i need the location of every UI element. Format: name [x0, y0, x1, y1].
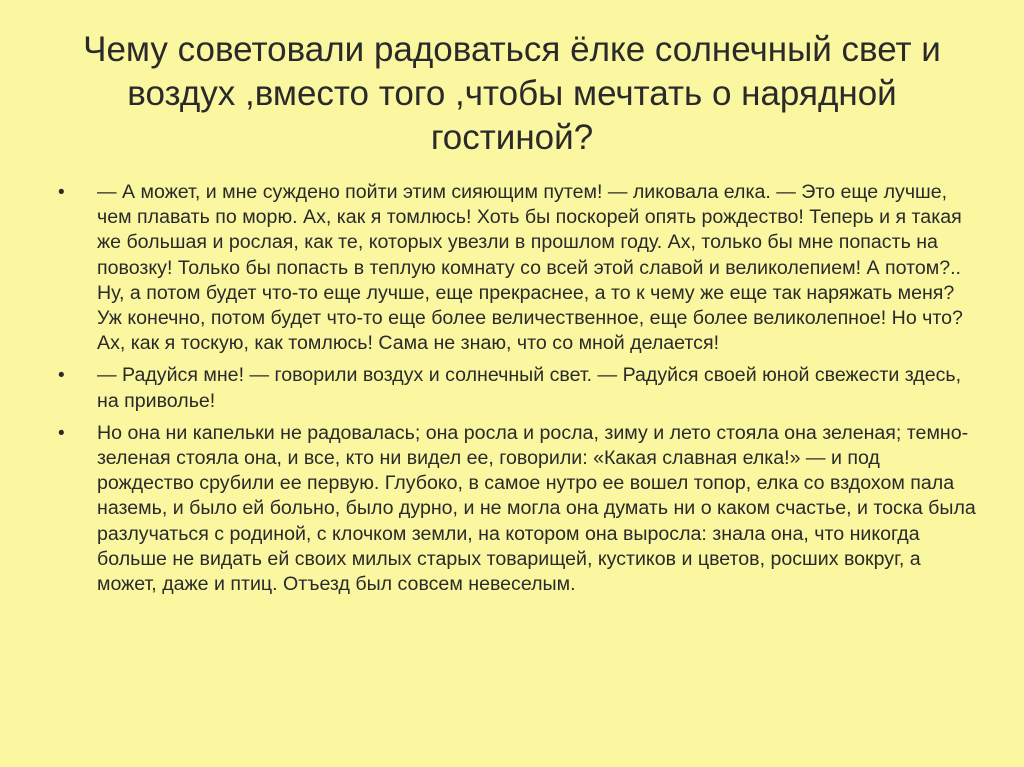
bullet-text: — Радуйся мне! — говорили воздух и солнечный свет. — Радуйся своей юной свежести здесь, на приволье!: [97, 364, 962, 412]
bullet-marker: •: [58, 422, 65, 444]
bullet-text: — А может, и мне суждено пойти этим сияющим путем! — ликовала елка. — Это еще лучше, чем плавать по морю. Ах, как я томлюсь! Хоть бы поскорей опять рождество! Теперь и я такая же большая и рослая, как те, которых увезли в прошлом году. Ах, только бы мне попасть на повозку! Только бы попасть в теплую комнату со всей этой славой и великолепием! А потом?.. Ну, а потом будет что-то еще лучше, еще прекраснее, а то к чему же еще так наряжать меня? Уж конечно, потом будет что-то еще более величественное, еще более великолепное! Но что? Ах, как я тоскую, как томлюсь! Сама не знаю, что со мной делается!: [97, 181, 963, 355]
bullet-item: [56, 421, 976, 597]
slide-title: Чему советовали радоваться ёлке солнечный свет и воздух ,вместо того ,чтобы мечтать о нарядной гостиной?: [83, 30, 941, 157]
bullet-item: [56, 180, 976, 356]
bullet-list: [56, 180, 976, 604]
bullet-item: [56, 363, 976, 413]
bullet-marker: •: [58, 182, 65, 203]
bullet-marker: •: [58, 365, 65, 387]
bullet-text: Но она ни капельки не радовалась; она росла и росла, зиму и лето стояла она зеленая; темно-зеленая стояла она, и все, кто ни видел ее, говорили: «Какая славная елка!» — и под рождество срубили ее первую. Глубоко, в самое нутро ее вошел топор, елка со вздохом пала наземь, и было ей больно, было дурно, и не могла она думать ни о каком счастье, и тоска была разлучаться с родиной, с клочком земли, на котором она выросла: знала она, что никогда больше не видать ей своих милых старых товарищей, кустиков и цветов, росших вокруг, а может, даже и птиц. Отъезд был совсем невеселым.: [97, 421, 976, 596]
